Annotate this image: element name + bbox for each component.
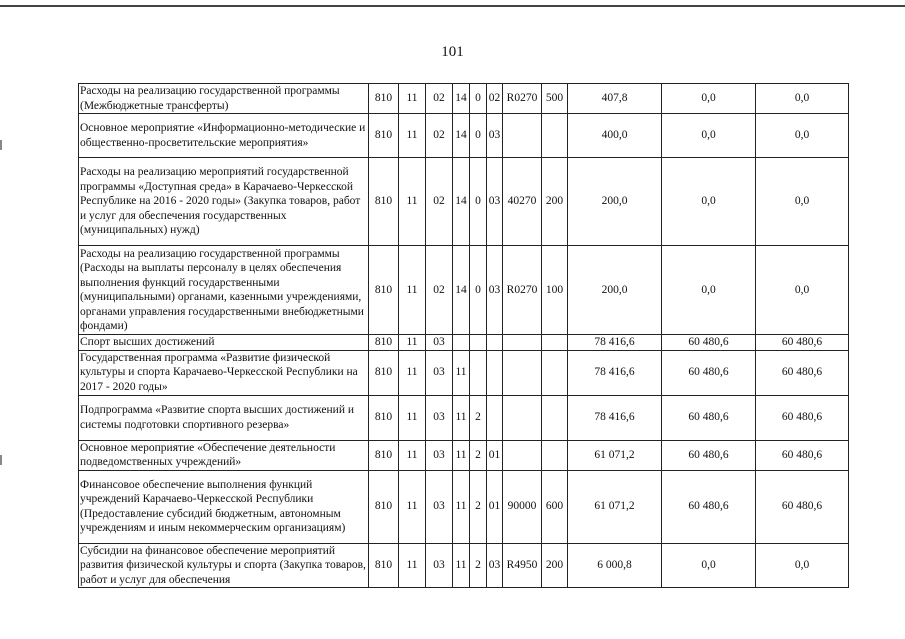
code-expense-type — [542, 395, 568, 440]
code-direction: 40270 — [503, 158, 542, 246]
code-subsection: 02 — [426, 158, 453, 246]
sum-year-1: 78 416,6 — [568, 395, 662, 440]
code-subprogram: 0 — [470, 114, 487, 158]
code-subprogram: 0 — [470, 84, 487, 114]
code-ministry: 810 — [369, 246, 399, 335]
code-event: 02 — [487, 84, 503, 114]
code-program: 14 — [453, 114, 470, 158]
code-expense-type: 600 — [542, 470, 568, 543]
sum-year-2: 0,0 — [662, 246, 756, 335]
code-subsection: 03 — [426, 470, 453, 543]
code-subprogram — [470, 350, 487, 395]
code-ministry: 810 — [369, 84, 399, 114]
sum-year-1: 61 071,2 — [568, 470, 662, 543]
row-name: Основное мероприятие «Обеспечение деятельности подведомственных учреждений» — [79, 440, 369, 470]
row-name: Государственная программа «Развитие физической культуры и спорта Карачаево-Черкесской Республики на 2017 - 2020 годы» — [79, 350, 369, 395]
code-subprogram: 0 — [470, 158, 487, 246]
sum-year-3: 60 480,6 — [756, 440, 849, 470]
code-event: 03 — [487, 158, 503, 246]
margin-mark — [0, 140, 2, 150]
sum-year-1: 200,0 — [568, 158, 662, 246]
table-row — [79, 395, 849, 440]
code-direction — [503, 350, 542, 395]
code-program: 11 — [453, 395, 470, 440]
row-name: Основное мероприятие «Информационно-методические и общественно-просветительские мероприятия» — [79, 114, 369, 158]
code-section: 11 — [399, 543, 426, 588]
table-row — [79, 158, 849, 246]
code-section: 11 — [399, 440, 426, 470]
code-direction: R0270 — [503, 246, 542, 335]
row-name: Расходы на реализацию государственной программы (Межбюджетные трансферты) — [79, 84, 369, 114]
code-direction: R0270 — [503, 84, 542, 114]
code-section: 11 — [399, 350, 426, 395]
sum-year-1: 400,0 — [568, 114, 662, 158]
code-expense-type: 500 — [542, 84, 568, 114]
sum-year-2: 60 480,6 — [662, 440, 756, 470]
sum-year-3: 60 480,6 — [756, 350, 849, 395]
table-row — [79, 84, 849, 114]
code-section: 11 — [399, 470, 426, 543]
code-subsection: 03 — [426, 543, 453, 588]
code-subsection: 03 — [426, 350, 453, 395]
code-subsection: 02 — [426, 114, 453, 158]
code-program: 11 — [453, 440, 470, 470]
top-rule — [0, 5, 905, 7]
code-event: 01 — [487, 470, 503, 543]
sum-year-2: 0,0 — [662, 114, 756, 158]
code-subprogram: 2 — [470, 543, 487, 588]
code-expense-type: 200 — [542, 543, 568, 588]
code-ministry: 810 — [369, 114, 399, 158]
code-expense-type — [542, 440, 568, 470]
row-name: Подпрограмма «Развитие спорта высших достижений и системы подготовки спортивного резерва» — [79, 395, 369, 440]
code-subprogram: 0 — [470, 246, 487, 335]
sum-year-2: 60 480,6 — [662, 395, 756, 440]
code-subprogram — [470, 335, 487, 351]
code-ministry: 810 — [369, 350, 399, 395]
code-subsection: 03 — [426, 395, 453, 440]
code-direction — [503, 114, 542, 158]
table-row — [79, 246, 849, 335]
code-ministry: 810 — [369, 470, 399, 543]
code-subsection: 02 — [426, 84, 453, 114]
code-direction — [503, 440, 542, 470]
code-section: 11 — [399, 395, 426, 440]
code-subprogram: 2 — [470, 440, 487, 470]
code-section: 11 — [399, 335, 426, 351]
code-direction — [503, 335, 542, 351]
row-name: Субсидии на финансовое обеспечение мероприятий развития физической культуры и спорта (Закупка товаров, работ и услуг для обеспечения — [79, 543, 369, 588]
sum-year-1: 200,0 — [568, 246, 662, 335]
code-program: 11 — [453, 350, 470, 395]
code-event: 03 — [487, 246, 503, 335]
code-section: 11 — [399, 114, 426, 158]
code-event — [487, 395, 503, 440]
code-program: 11 — [453, 543, 470, 588]
table-row — [79, 543, 849, 588]
code-event — [487, 335, 503, 351]
code-expense-type: 200 — [542, 158, 568, 246]
code-ministry: 810 — [369, 440, 399, 470]
code-program: 11 — [453, 470, 470, 543]
code-event: 03 — [487, 543, 503, 588]
code-direction — [503, 395, 542, 440]
code-subsection: 02 — [426, 246, 453, 335]
code-program: 14 — [453, 246, 470, 335]
margin-mark — [0, 455, 2, 465]
code-subprogram: 2 — [470, 395, 487, 440]
table-row — [79, 350, 849, 395]
code-ministry: 810 — [369, 543, 399, 588]
code-ministry: 810 — [369, 395, 399, 440]
row-name: Расходы на реализацию мероприятий государственной программы «Доступная среда» в Карачаево-Черкесской Республике на 2016 - 2020 годы» (Закупка товаров, работ и услуг для обеспечения государственных (муниципальных) нужд) — [79, 158, 369, 246]
sum-year-3: 0,0 — [756, 246, 849, 335]
row-name: Спорт высших достижений — [79, 335, 369, 351]
code-subsection: 03 — [426, 440, 453, 470]
sum-year-1: 6 000,8 — [568, 543, 662, 588]
sum-year-2: 0,0 — [662, 84, 756, 114]
table-row — [79, 440, 849, 470]
code-program: 14 — [453, 158, 470, 246]
code-event: 03 — [487, 114, 503, 158]
code-program — [453, 335, 470, 351]
sum-year-1: 78 416,6 — [568, 350, 662, 395]
table-row — [79, 470, 849, 543]
sum-year-3: 60 480,6 — [756, 335, 849, 351]
code-subsection: 03 — [426, 335, 453, 351]
sum-year-1: 78 416,6 — [568, 335, 662, 351]
code-event: 01 — [487, 440, 503, 470]
budget-table — [78, 83, 849, 588]
code-subprogram: 2 — [470, 470, 487, 543]
code-ministry: 810 — [369, 335, 399, 351]
code-section: 11 — [399, 158, 426, 246]
sum-year-2: 60 480,6 — [662, 470, 756, 543]
code-expense-type — [542, 350, 568, 395]
sum-year-3: 60 480,6 — [756, 470, 849, 543]
sum-year-3: 0,0 — [756, 84, 849, 114]
code-event — [487, 350, 503, 395]
sum-year-2: 0,0 — [662, 543, 756, 588]
code-ministry: 810 — [369, 158, 399, 246]
code-expense-type: 100 — [542, 246, 568, 335]
code-direction: R4950 — [503, 543, 542, 588]
sum-year-2: 60 480,6 — [662, 350, 756, 395]
code-expense-type — [542, 335, 568, 351]
code-expense-type — [542, 114, 568, 158]
row-name: Расходы на реализацию государственной программы (Расходы на выплаты персоналу в целях обеспечения выполнения функций государственными (муниципальными) органами, казенными учреждениями, органами управления государственными внебюджетными фондами) — [79, 246, 369, 335]
sum-year-3: 60 480,6 — [756, 395, 849, 440]
table-row — [79, 335, 849, 351]
sum-year-3: 0,0 — [756, 158, 849, 246]
code-direction: 90000 — [503, 470, 542, 543]
page-number: 101 — [441, 44, 464, 60]
sum-year-2: 0,0 — [662, 158, 756, 246]
code-section: 11 — [399, 84, 426, 114]
sum-year-2: 60 480,6 — [662, 335, 756, 351]
code-program: 14 — [453, 84, 470, 114]
sum-year-3: 0,0 — [756, 543, 849, 588]
sum-year-1: 407,8 — [568, 84, 662, 114]
row-name: Финансовое обеспечение выполнения функций учреждений Карачаево-Черкесской Республики (Предоставление субсидий бюджетным, автономным учреждениям и иным некоммерческим организациям) — [79, 470, 369, 543]
code-section: 11 — [399, 246, 426, 335]
sum-year-3: 0,0 — [756, 114, 849, 158]
table-row — [79, 114, 849, 158]
sum-year-1: 61 071,2 — [568, 440, 662, 470]
